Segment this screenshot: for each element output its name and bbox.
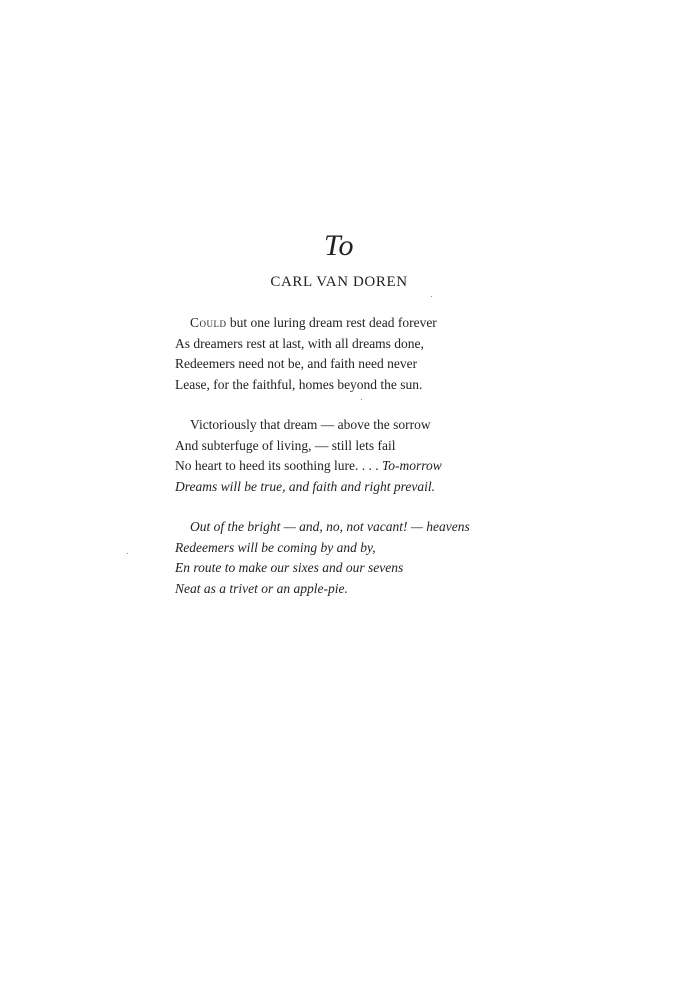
poem-line: As dreamers rest at last, with all dreams done, [175, 335, 424, 351]
poem-line [175, 456, 515, 477]
opening-word: Could [190, 315, 227, 330]
poem-line: Redeemers need not be, and faith need never [175, 356, 418, 371]
poem-line: Lease, for the faithful, homes beyond the sun. [175, 376, 423, 392]
paper-speck [127, 553, 128, 554]
poem-line: Dreams will be true, and faith and right prevail. [175, 478, 435, 494]
stanza-1 [175, 313, 515, 395]
paper-speck [361, 399, 362, 400]
poem [175, 313, 515, 619]
poem-line: Redeemers will be coming by and by, [175, 539, 376, 555]
poem-line: And subterfuge of living, — still lets fail [175, 437, 396, 453]
poem-line: En route to make our sixes and our sevens [175, 560, 404, 575]
poem-line [175, 313, 515, 334]
line-text: but one luring dream rest dead forever [226, 315, 437, 330]
italic-word: To-morrow [381, 458, 442, 473]
poem-line: Victoriously that dream — above the sorrow [190, 417, 431, 432]
dedicatee-name: CARL VAN DOREN [270, 274, 408, 290]
poem-line: Neat as a trivet or an apple-pie. [175, 580, 348, 596]
stanza-2 [175, 415, 515, 497]
line-text: No heart to heed its soothing lure. . . . [175, 458, 382, 473]
poem-line: Out of the bright — and, no, not vacant! — heavens [190, 519, 470, 534]
stanza-3 [175, 517, 515, 599]
paper-speck [431, 296, 432, 297]
page-title: To [324, 229, 354, 262]
